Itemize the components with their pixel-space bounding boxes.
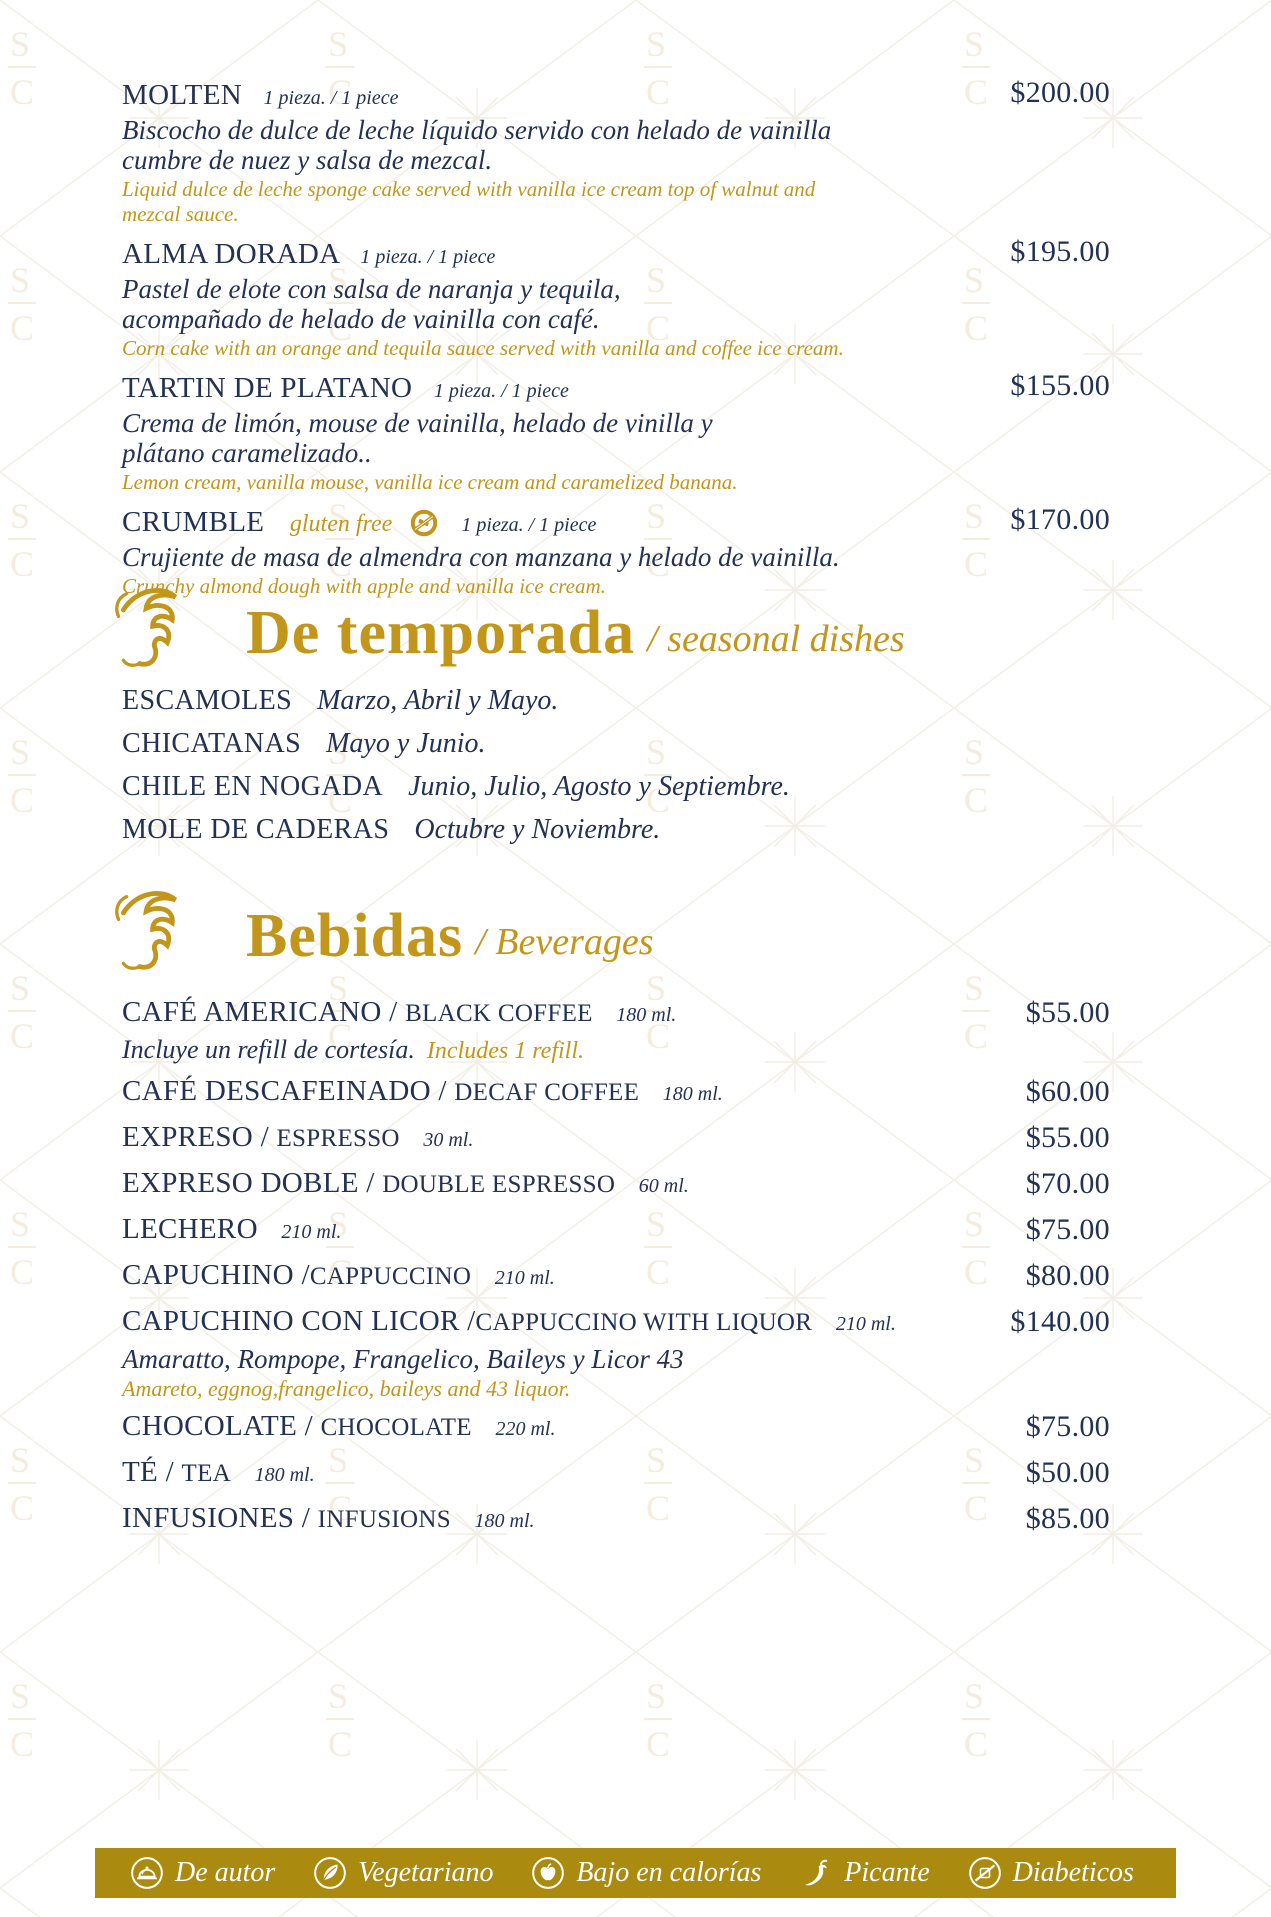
note-es: Amaratto, Rompope, Frangelico, Baileys y Licor 43 <box>122 1344 684 1374</box>
beverage-name-en: DOUBLE ESPRESSO <box>382 1171 616 1198</box>
serving-size-label: 220 ml. <box>495 1418 556 1440</box>
beverage-name-es: EXPRESO DOBLE <box>122 1167 359 1199</box>
dish-name: CHILE EN NOGADA <box>122 771 384 802</box>
beverages-title: Bebidas <box>246 902 464 970</box>
name-separator: / <box>358 1167 383 1199</box>
beverage-name-es: CAPUCHINO <box>122 1259 294 1291</box>
serving-size-label: 180 ml. <box>474 1510 535 1532</box>
description-en <box>122 177 1110 227</box>
price-label: $200.00 <box>1010 76 1110 109</box>
serving-size-label: 180 ml. <box>254 1464 315 1486</box>
beverage-name-en: INFUSIONS <box>317 1506 451 1533</box>
beverage-name-es: LECHERO <box>122 1213 258 1245</box>
beverage-name-es: CAFÉ DESCAFEINADO <box>122 1075 431 1107</box>
description-es-line: Pastel de elote con salsa de naranja y tequila, <box>122 274 621 304</box>
price-label: $55.00 <box>1025 1121 1110 1154</box>
desserts-section <box>122 78 1110 609</box>
seasonal-list <box>122 684 1110 856</box>
dish-name: MOLTEN <box>122 79 242 111</box>
dish-name: ALMA DORADA <box>122 238 339 270</box>
beverage-note <box>122 1034 1110 1067</box>
beverages-section-header <box>112 885 654 970</box>
portion-label: 1 pieza. / 1 piece <box>433 380 569 402</box>
description-en-line: Corn cake with an orange and tequila sauce served with vanilla and coffee ice cream. <box>122 336 844 360</box>
beverage-title-row <box>122 1072 1110 1113</box>
note-es: Incluye un refill de cortesía. <box>122 1035 415 1064</box>
beverage-item <box>122 1164 1110 1205</box>
season-months-label: Mayo y Junio. <box>326 728 486 759</box>
price-label: $80.00 <box>1025 1259 1110 1292</box>
name-separator: / <box>430 1075 455 1107</box>
seasonal-item <box>122 770 1110 803</box>
legend-item <box>530 1855 761 1891</box>
season-months-label: Octubre y Noviembre. <box>414 814 661 845</box>
beverages-subtitle: / Beverages <box>475 921 654 963</box>
description-es-line: plátano caramelizado.. <box>122 438 372 468</box>
dish-name: ESCAMOLES <box>122 685 293 716</box>
flourish-ornament-icon <box>112 582 234 672</box>
beverage-name-en: CAPPUCCINO WITH LIQUOR <box>475 1309 813 1336</box>
description-es-line: cumbre de nuez y salsa de mezcal. <box>122 145 493 175</box>
beverages-list <box>122 993 1110 1545</box>
beverage-name-en: BLACK COFFEE <box>405 1000 593 1027</box>
legend-icon-slot <box>798 1855 834 1891</box>
beverage-item <box>122 1407 1110 1448</box>
seasonal-item <box>122 684 1110 717</box>
legend-item <box>129 1855 275 1891</box>
beverage-name-en: CAPPUCCINO <box>309 1263 472 1290</box>
legend-icon-slot <box>129 1855 165 1891</box>
price-label: $140.00 <box>1010 1305 1110 1338</box>
beverage-title-row <box>122 1302 1110 1343</box>
legend-label: Vegetariano <box>358 1857 494 1888</box>
serving-size-label: 30 ml. <box>423 1129 474 1151</box>
serving-size-label: 210 ml. <box>494 1267 555 1289</box>
beverage-name-es: CAFÉ AMERICANO <box>122 996 382 1028</box>
gluten-free-icon <box>408 507 440 539</box>
diabetic-icon <box>967 1855 1003 1891</box>
beverage-title-row <box>122 1256 1110 1297</box>
leaf-icon <box>312 1855 348 1891</box>
legend-label: Picante <box>844 1857 930 1888</box>
dessert-title-row <box>122 505 1110 542</box>
beverage-note <box>122 1343 1110 1402</box>
dish-name: CRUMBLE <box>122 506 265 538</box>
legend-footer-bar <box>95 1848 1176 1898</box>
serving-size-label: 180 ml. <box>616 1004 677 1026</box>
description-es-line: Biscocho de dulce de leche líquido servido con helado de vainilla <box>122 115 832 145</box>
description-en <box>122 470 1110 495</box>
beverage-title-row <box>122 1407 1110 1448</box>
legend-icon-slot <box>312 1855 348 1891</box>
season-months-label: Marzo, Abril y Mayo. <box>317 685 559 716</box>
dessert-title-row <box>122 371 1110 408</box>
dish-name: CHICATANAS <box>122 728 302 759</box>
apple-icon <box>530 1855 566 1891</box>
note-en: Amareto, eggnog,frangelico, baileys and 43 liquor. <box>122 1376 571 1401</box>
name-separator: / <box>293 1259 310 1291</box>
name-separator: / <box>381 996 406 1028</box>
description-es <box>122 274 1110 334</box>
description-en-line: Lemon cream, vanilla mouse, vanilla ice cream and caramelized banana. <box>122 470 738 494</box>
seasonal-title: De temporada <box>246 599 636 667</box>
beverage-title-row <box>122 1453 1110 1494</box>
serving-size-label: 180 ml. <box>662 1083 723 1105</box>
legend-item <box>967 1855 1134 1891</box>
description-es <box>122 542 1110 572</box>
seasonal-section-header <box>112 582 905 667</box>
legend-icon-slot <box>967 1855 1003 1891</box>
dish-name: TARTIN DE PLATANO <box>122 372 413 404</box>
beverage-item <box>122 1118 1110 1159</box>
cloche-icon <box>129 1855 165 1891</box>
price-label: $155.00 <box>1010 369 1110 402</box>
dish-name: MOLE DE CADERAS <box>122 814 390 845</box>
legend-icon-slot <box>530 1855 566 1891</box>
price-label: $75.00 <box>1025 1410 1110 1443</box>
description-es-line: Crema de limón, mouse de vainilla, helado de vinilla y <box>122 408 713 438</box>
beverage-title-row <box>122 993 1110 1034</box>
price-label: $195.00 <box>1010 235 1110 268</box>
seasonal-subtitle: / seasonal dishes <box>647 618 905 660</box>
legend-label: De autor <box>175 1857 276 1888</box>
price-label: $50.00 <box>1025 1456 1110 1489</box>
name-separator: / <box>253 1121 277 1153</box>
description-en-line: Crunchy almond dough with apple and vanilla ice cream. <box>122 574 606 598</box>
serving-size-label: 210 ml. <box>281 1221 342 1243</box>
description-en-line: mezcal sauce. <box>122 202 239 226</box>
dessert-item <box>122 237 1110 361</box>
beverage-name-en: ESPRESSO <box>276 1125 400 1152</box>
season-months-label: Junio, Julio, Agosto y Septiembre. <box>408 771 790 802</box>
beverage-title-row <box>122 1210 1110 1251</box>
dessert-title-row <box>122 237 1110 274</box>
note-en: Includes 1 refill. <box>426 1038 584 1064</box>
serving-size-label: 210 ml. <box>835 1313 896 1335</box>
portion-label: 1 pieza. / 1 piece <box>461 514 597 536</box>
description-es-line: Crujiente de masa de almendra con manzana y helado de vainilla. <box>122 542 840 572</box>
flourish-ornament-icon <box>112 885 234 975</box>
beverage-title-row <box>122 1499 1110 1540</box>
description-es-line: acompañado de helado de vainilla con café. <box>122 304 600 334</box>
beverage-item <box>122 993 1110 1067</box>
dessert-title-row <box>122 78 1110 115</box>
beverage-name-es: EXPRESO <box>122 1121 254 1153</box>
gluten-free-label: gluten free <box>289 511 393 537</box>
seasonal-item <box>122 813 1110 846</box>
portion-label: 1 pieza. / 1 piece <box>360 246 496 268</box>
serving-size-label: 60 ml. <box>638 1175 689 1197</box>
price-label: $70.00 <box>1025 1167 1110 1200</box>
description-es <box>122 115 1110 175</box>
gluten-free-icon-slot <box>408 506 440 538</box>
portion-label: 1 pieza. / 1 piece <box>263 87 399 109</box>
beverage-title-row <box>122 1118 1110 1159</box>
name-separator: / <box>297 1410 321 1442</box>
beverage-name-en: DECAF COFFEE <box>454 1079 640 1106</box>
legend-item <box>798 1855 930 1891</box>
beverage-item <box>122 1210 1110 1251</box>
legend-label: Bajo en calorías <box>576 1857 762 1888</box>
dessert-item <box>122 78 1110 227</box>
name-separator: / <box>294 1502 318 1534</box>
beverage-item <box>122 1453 1110 1494</box>
beverage-name-en: CHOCOLATE <box>320 1414 472 1441</box>
name-separator: / <box>459 1305 476 1337</box>
pepper-icon <box>798 1855 834 1891</box>
price-label: $55.00 <box>1025 996 1110 1029</box>
legend-item <box>312 1855 493 1891</box>
beverage-item <box>122 1302 1110 1402</box>
legend-label: Diabeticos <box>1012 1857 1134 1888</box>
description-en-line: Liquid dulce de leche sponge cake served with vanilla ice cream top of walnut and <box>122 177 816 201</box>
beverage-item <box>122 1072 1110 1113</box>
description-en <box>122 336 1110 361</box>
beverage-item <box>122 1499 1110 1540</box>
description-es <box>122 408 1110 468</box>
beverage-name-en: TEA <box>181 1460 231 1487</box>
beverage-name-es: INFUSIONES <box>122 1502 295 1534</box>
beverage-title-row <box>122 1164 1110 1205</box>
name-separator: / <box>158 1456 182 1488</box>
beverage-name-es: TÉ <box>122 1456 159 1488</box>
price-label: $170.00 <box>1010 503 1110 536</box>
beverage-name-es: CHOCOLATE <box>122 1410 298 1442</box>
price-label: $85.00 <box>1025 1502 1110 1535</box>
dessert-item <box>122 371 1110 495</box>
beverage-name-es: CAPUCHINO CON LICOR <box>122 1305 460 1337</box>
price-label: $75.00 <box>1025 1213 1110 1246</box>
beverage-item <box>122 1256 1110 1297</box>
price-label: $60.00 <box>1025 1075 1110 1108</box>
seasonal-item <box>122 727 1110 760</box>
